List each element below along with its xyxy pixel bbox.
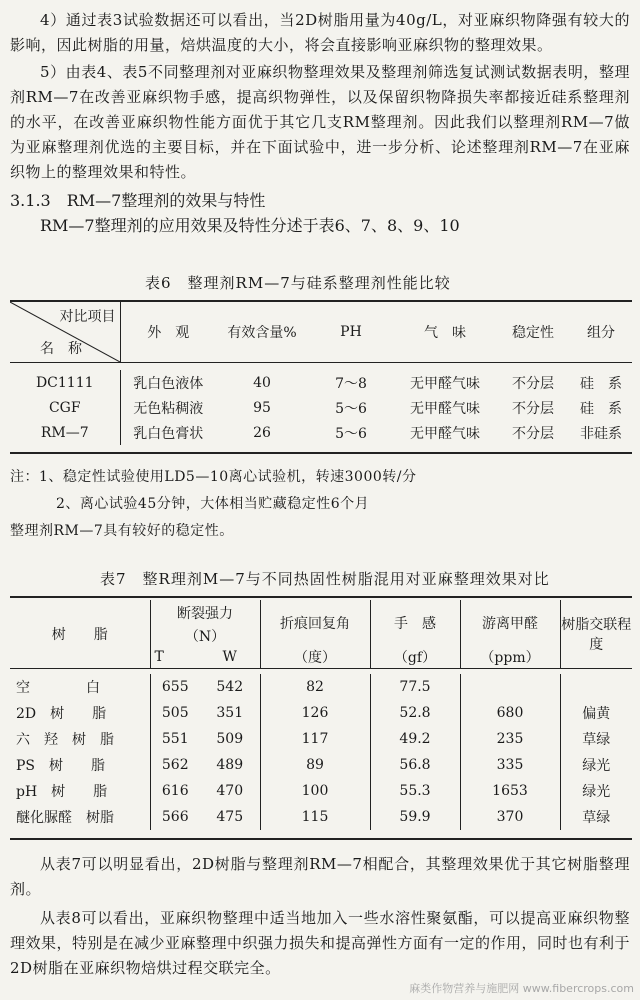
table6-cell: 5～6 [335, 400, 367, 417]
table7-cell: 77.5 [370, 674, 460, 700]
table-row [10, 395, 632, 420]
table7-header-recovery-unit: （度） [260, 646, 370, 668]
section-intro: RM—7整理剂的应用效果及特性分述于表6、7、8、9、10 [40, 216, 460, 235]
table6-cell: 26 [253, 424, 271, 441]
table7-header-hand-unit: （gf） [370, 646, 460, 668]
table6-cell: 无甲醛气味 [410, 425, 480, 442]
table7-cell: 56.8 [370, 752, 460, 778]
table7-header-resin: 树 脂 [10, 600, 150, 668]
table7-header-recovery: 折痕回复角 [260, 600, 370, 646]
table7-header-formaldehyde: 游离甲醛 [460, 600, 560, 646]
table7-cell: 偏黄 [582, 706, 611, 722]
table6-header-component: 组分 [587, 324, 615, 341]
table7-row-name: 醚化脲醛 树脂 [10, 804, 150, 830]
table6-row-name: DC1111 [10, 370, 120, 395]
table7-cell: 235 [460, 726, 560, 752]
table7-cell [460, 674, 560, 700]
table6-cell: 5～6 [335, 425, 367, 442]
table7-cell: 117 [260, 726, 370, 752]
table6-cell: 95 [253, 399, 271, 416]
note-3: 整理剂RM—7具有较好的稳定性。 [10, 523, 234, 539]
table7-cell: 59.9 [370, 804, 460, 830]
table6-cell: 乳白色液体 [133, 375, 204, 392]
table7-cell: 绿光 [582, 784, 611, 800]
table7-cell: 616 [161, 783, 189, 799]
table-row [10, 674, 632, 700]
table7-header-hand: 手 感 [370, 600, 460, 646]
table7-cell: 475 [200, 804, 260, 830]
table7-cell: 1653 [460, 778, 560, 804]
table-row [10, 778, 632, 804]
section-heading: 3.1.3 RM—7整理剂的效果与特性 [10, 191, 266, 210]
table7-cell: 89 [260, 752, 370, 778]
table6-bottom-rule [10, 452, 632, 454]
table-row [10, 804, 632, 830]
closing-paragraph-2: 从表8可以看出，亚麻织物整理中适当地加入一些水溶性聚氨酯，可以提高亚麻织物整理效果，特别是在减少亚麻整理中织强力损失和提高弹性方面有一定的作用，同时也有利于2D树脂在亚麻织物焙烘过程交联完全。 [10, 909, 631, 977]
table6-header-odor: 气 味 [424, 324, 466, 341]
table7-cell: 草绿 [582, 810, 611, 826]
table7-row-name: 空 白 [10, 674, 150, 700]
table7-header-w: W [200, 646, 260, 668]
table7-header-t: T [154, 648, 164, 665]
table6-cell: 无甲醛气味 [410, 400, 480, 417]
table7-cell: 470 [200, 778, 260, 804]
table7-cell: 82 [260, 674, 370, 700]
paragraph-5: 5）由表4、表5不同整理剂对亚麻织物整理效果及整理剂筛选复试测试数据表明，整理剂RM—7在改善亚麻织物手感，提高织物弹性，以及保留织物降损失率都接近硅系整理剂的水平，在改善亚麻织物性能方面优于其它几支RM整理剂。因此我们以整理剂RM—7做为亚麻整理剂优选的主要目标，并在下面试验中，进一步分析、论述整理剂RM—7在亚麻织物上的整理效果和特性。 [10, 63, 630, 181]
table6-cell: 不分层 [512, 375, 554, 392]
table6-header-ph: PH [340, 323, 362, 340]
paragraph-4: 4）通过表3试验数据还可以看出，当2D树脂用量为40g/L，对亚麻织物降强有较大的影响，因此树脂的用量，焙烘温度的大小，将会直接影响亚麻织物的整理效果。 [10, 11, 630, 54]
table7-cell: 655 [161, 679, 189, 695]
table-row [10, 370, 632, 395]
table7-cell: 351 [200, 700, 260, 726]
table7-header-strength-unit: （N） [150, 626, 260, 646]
table6-corner-bottom: 名 称 [40, 340, 82, 357]
table7-header-crosslink: 树脂交联程度 [561, 616, 632, 653]
table7-cell: 489 [200, 752, 260, 778]
table7-cell: 115 [260, 804, 370, 830]
table7-caption: 表7 整R理剂M—7与不同热固性树脂混用对亚麻整理效果对比 [100, 570, 550, 588]
table6-cell: 硅 系 [580, 400, 622, 417]
table6-header-stability: 稳定性 [512, 324, 554, 341]
table-row [10, 700, 632, 726]
table6-row-name: RM—7 [10, 420, 120, 445]
table7-cell: 126 [260, 700, 370, 726]
note-2: 2、离心试验45分钟，大体相当贮藏稳定性6个月 [56, 496, 370, 512]
table6-cell: 7～8 [335, 375, 367, 392]
table6-cell: 无甲醛气味 [410, 375, 480, 392]
table6-cell: 无色粘稠液 [133, 400, 204, 417]
table-row [10, 752, 632, 778]
table6-row-name: CGF [10, 395, 120, 420]
table6-cell: 乳白色膏状 [133, 425, 204, 442]
note-1: 注：1、稳定性试验使用LD5—10离心试验机，转速3000转/分 [10, 469, 417, 485]
table7-cell: 52.8 [370, 700, 460, 726]
table6-caption: 表6 整理剂RM—7与硅系整理剂性能比较 [145, 274, 451, 292]
table7-cell: 551 [161, 731, 189, 747]
table7-row-name: 2D 树 脂 [10, 700, 150, 726]
table-row [10, 726, 632, 752]
table7-cell: 绿光 [582, 758, 611, 774]
table7-header-formaldehyde-unit: （ppm） [460, 646, 560, 668]
table7-top-rule [10, 596, 632, 598]
table6-corner-top: 对比项目 [59, 309, 116, 325]
table7-cell: 542 [200, 674, 260, 700]
table7-header-strength: 断裂强力 [150, 600, 260, 626]
table6-cell: 硅 系 [580, 375, 622, 392]
table7-cell: 509 [200, 726, 260, 752]
table7 [10, 600, 632, 830]
table6-header-content: 有效含量% [227, 324, 297, 341]
closing-paragraph-1: 从表7可以明显看出，2D树脂与整理剂RM—7相配合，其整理效果优于其它树脂整理剂。 [10, 855, 630, 898]
table7-cell: 370 [460, 804, 560, 830]
table7-row-name: PS 树 脂 [10, 752, 150, 778]
table7-cell: 335 [460, 752, 560, 778]
table6-cell: 不分层 [512, 425, 554, 442]
table6-header-appearance: 外 观 [147, 324, 190, 341]
table6 [10, 302, 632, 445]
table7-cell: 55.3 [370, 778, 460, 804]
table7-cell: 505 [161, 705, 189, 721]
table6-header-row [10, 302, 632, 362]
table7-cell: 680 [460, 700, 560, 726]
table7-row-name: 六 羟 树 脂 [10, 726, 150, 752]
table7-bottom-rule [10, 838, 632, 840]
site-watermark: 麻类作物营养与施肥网 www.fibercrops.com [409, 982, 634, 995]
table7-cell: 49.2 [370, 726, 460, 752]
table7-row-name: pH 树 脂 [10, 778, 150, 804]
table7-cell: 562 [161, 757, 189, 773]
table7-cell: 100 [260, 778, 370, 804]
table7-cell: 草绿 [582, 732, 611, 748]
table6-cell: 非硅系 [580, 425, 622, 442]
table6-cell: 不分层 [512, 400, 554, 417]
table-row [10, 420, 632, 445]
table6-corner-cell [10, 302, 120, 362]
table7-cell [560, 674, 632, 700]
table7-cell: 566 [161, 809, 189, 825]
table6-cell: 40 [253, 374, 271, 391]
